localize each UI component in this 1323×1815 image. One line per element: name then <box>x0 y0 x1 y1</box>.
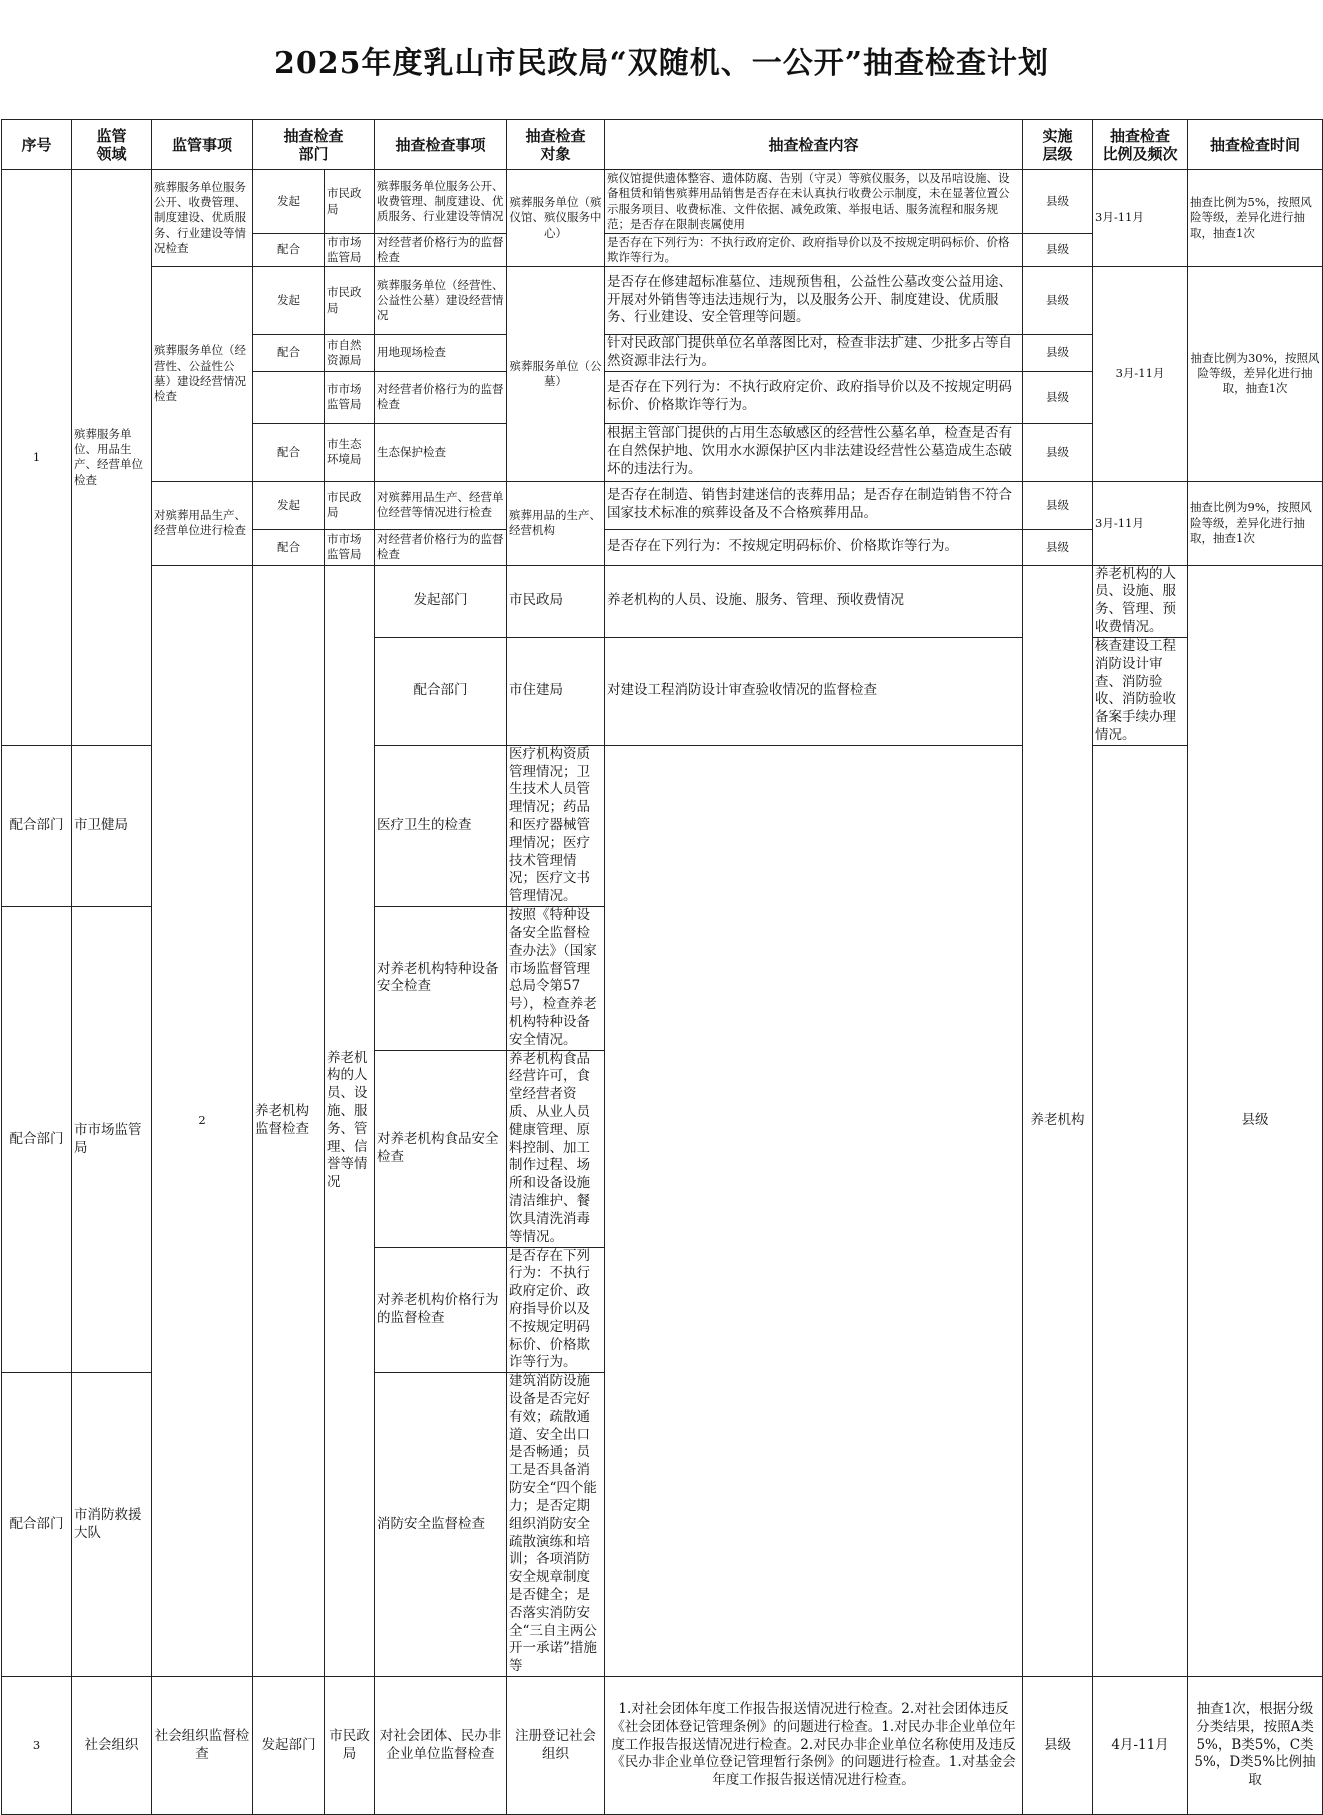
table-row <box>2 1677 1323 1815</box>
role-cell: 配合 <box>253 423 325 481</box>
role-cell: 发起 <box>253 170 325 234</box>
level-cell: 县级 <box>1023 423 1093 481</box>
dept-cell: 市市场监管局 <box>325 234 375 267</box>
matter-cell: 社会组织监督检查 <box>152 1677 253 1815</box>
time-cell: 抽查1次，根据分级分类结果，按照A类5%，B类5%，C类5%，D类5%比例抽取 <box>1188 1677 1323 1815</box>
content-cell: 是否存在下列行为：不执行政府定价、政府指导价以及不按规定明码标价、价格欺诈等行为。 <box>507 1247 605 1373</box>
item-cell: 对经营者价格行为的监督检查 <box>375 529 507 565</box>
level-cell: 县级 <box>1188 565 1323 1676</box>
role-cell: 配合部门 <box>2 1373 72 1677</box>
content-cell: 是否存在下列行为：不按规定明码标价、价格欺诈等行为。 <box>605 529 1023 565</box>
header-content: 抽查检查内容 <box>605 120 1023 170</box>
target-cell: 养老机构 <box>1023 565 1093 1676</box>
time-cell: 抽查比例为30%，按照风险等级，差异化进行抽取，抽查1次 <box>1188 267 1323 482</box>
item-cell: 对养老机构特种设备安全检查 <box>375 907 507 1051</box>
level-cell: 县级 <box>1023 1677 1093 1815</box>
target-cell: 注册登记社会组织 <box>507 1677 605 1815</box>
dept-cell: 市民政局 <box>507 565 605 637</box>
item-cell: 对殡葬用品生产、经营单位经营等情况进行检查 <box>375 481 507 529</box>
table-row <box>2 565 1323 637</box>
role-cell: 配合 <box>253 335 325 372</box>
role-cell <box>253 371 325 423</box>
dept-cell: 市民政局 <box>325 1677 375 1815</box>
level-cell: 县级 <box>1023 335 1093 372</box>
field-cell: 殡葬服务单位、用品生产、经营单位检查 <box>72 170 152 746</box>
row-number: 1 <box>2 170 72 746</box>
level-cell: 县级 <box>1023 267 1093 335</box>
item-cell: 用地现场检查 <box>375 335 507 372</box>
field-cell: 养老机构监督检查 <box>253 565 325 1676</box>
content-cell: 核查建设工程消防设计审查、消防验收、消防验收备案手续办理情况。 <box>1093 637 1188 745</box>
matter-cell: 养老机构的人员、设施、服务、管理、信誉等情况 <box>325 565 375 1676</box>
content-cell: 养老机构的人员、设施、服务、管理、预收费情况。 <box>1093 565 1188 637</box>
role-cell: 发起部门 <box>375 565 507 637</box>
target-cell: 殡葬用品的生产、经营机构 <box>507 481 605 565</box>
field-cell: 社会组织 <box>72 1677 152 1815</box>
time-cell: 抽查比例为9%，按照风险等级，差异化进行抽取，抽查1次 <box>1188 481 1323 565</box>
content-cell: 1.对社会团体年度工作报告报送情况进行检查。2.对社会团体违反《社会团体登记管理条例》的问题进行检查。1.对民办非企业单位年度工作报告报送情况进行检查。2.对民办非企业单位名称使用及违反《民办非企业单位登记管理暂行条例》的问题进行检查。1.对基金会年度工作报告报送情况进行检查。 <box>605 1677 1023 1815</box>
dept-cell: 市生态环境局 <box>325 423 375 481</box>
content-cell: 根据主管部门提供的占用生态敏感区的经营性公墓名单，检查是否有在自然保护地、饮用水水源保护区内非法建设经营性公墓造成生态破坏的违法行为。 <box>605 423 1023 481</box>
level-cell: 县级 <box>1023 234 1093 267</box>
content-cell: 是否存在下列行为：不执行政府定价、政府指导价以及不按规定明码标价、价格欺诈等行为。 <box>605 371 1023 423</box>
content-cell: 是否存在下列行为：不执行政府定价、政府指导价以及不按规定明码标价、价格欺诈等行为。 <box>605 234 1023 267</box>
role-cell: 配合部门 <box>2 907 72 1373</box>
dept-cell: 市自然资源局 <box>325 335 375 372</box>
row-number: 2 <box>152 565 253 1676</box>
target-cell: 殡葬服务单位（殡仪馆、殡仪服务中心） <box>507 170 605 267</box>
header-dept: 抽查检查 部门 <box>253 120 375 170</box>
ratio-cell: 4月-11月 <box>1093 1677 1188 1815</box>
level-cell: 县级 <box>1023 371 1093 423</box>
role-cell: 发起 <box>253 481 325 529</box>
header-no: 序号 <box>2 120 72 170</box>
dept-cell: 市民政局 <box>325 267 375 335</box>
matter-cell: 对殡葬用品生产、经营单位进行检查 <box>152 481 253 565</box>
header-field: 监管 领域 <box>72 120 152 170</box>
role-cell: 配合 <box>253 529 325 565</box>
content-cell: 医疗机构资质管理情况；卫生技术人员管理情况；药品和医疗器械管理情况；医疗技术管理情况；医疗文书管理情况。 <box>507 745 605 906</box>
table-row <box>2 170 1323 234</box>
table-row <box>2 481 1323 529</box>
ratio-cell: 3月-11月 <box>1093 170 1188 267</box>
item-cell: 殡葬服务单位服务公开、收费管理、制度建设、优质服务、行业建设等情况 <box>375 170 507 234</box>
dept-cell: 市民政局 <box>325 170 375 234</box>
time-cell: 抽查比例为5%，按照风险等级，差异化进行抽取，抽查1次 <box>1188 170 1323 267</box>
content-cell: 建筑消防设施设备是否完好有效；疏散通道、安全出口是否畅通；员工是否具备消防安全“四个能力；是否定期组织消防安全疏散演练和培训；各项消防安全规章制度是否健全；是否落实消防安全“三自主两公开一承诺”措施等 <box>507 1373 605 1677</box>
level-cell: 县级 <box>1023 481 1093 529</box>
dept-cell: 市住建局 <box>507 637 605 745</box>
role-cell: 配合 <box>253 234 325 267</box>
header-target: 抽查检查 对象 <box>507 120 605 170</box>
item-cell: 对养老机构食品安全检查 <box>375 1050 507 1247</box>
role-cell: 发起部门 <box>253 1677 325 1815</box>
header-time: 抽查检查时间 <box>1188 120 1323 170</box>
dept-cell: 市市场监管局 <box>72 907 152 1373</box>
content-cell: 养老机构食品经营许可，食堂经营者资质、从业人员健康管理、原料控制、加工制作过程、场所和设备设施清洁维护、餐饮具清洗消毒等情况。 <box>507 1050 605 1247</box>
content-cell: 殡仪馆提供遗体整容、遗体防腐、告别（守灵）等殡仪服务，以及吊唁设施、设备租赁和销售殡葬用品销售是否存在未认真执行收费公示制度，未在显著位置公示服务项目、收费标准、文件依据、减免政策、举报电话、服务流程和服务规范；是否存在限制丧属使用 <box>605 170 1023 234</box>
dept-cell: 市市场监管局 <box>325 529 375 565</box>
content-cell: 是否存在制造、销售封建迷信的丧葬用品；是否存在制造销售不符合国家技术标准的殡葬设备及不合格殡葬用品。 <box>605 481 1023 529</box>
role-cell: 发起 <box>253 267 325 335</box>
ratio-cell: 3月-11月 <box>1093 267 1188 482</box>
item-cell: 对养老机构价格行为的监督检查 <box>375 1247 507 1373</box>
header-level: 实施 层级 <box>1023 120 1093 170</box>
item-cell: 殡葬服务单位（经营性、公益性公墓）建设经营情况 <box>375 267 507 335</box>
content-cell: 是否存在修建超标准墓位、违规预售租，公益性公墓改变公益用途、开展对外销售等违法违规行为，以及服务公开、制度建设、优质服务、行业建设、安全管理等问题。 <box>605 267 1023 335</box>
role-cell: 配合部门 <box>2 745 72 906</box>
item-cell: 对建设工程消防设计审查验收情况的监督检查 <box>605 637 1023 745</box>
item-cell: 对社会团体、民办非企业单位监督检查 <box>375 1677 507 1815</box>
matter-cell: 殡葬服务单位（经营性、公益性公墓）建设经营情况检查 <box>152 267 253 482</box>
inspection-plan-table <box>1 119 1323 1815</box>
table-row <box>2 267 1323 335</box>
level-cell: 县级 <box>1023 529 1093 565</box>
target-cell: 殡葬服务单位（公墓） <box>507 267 605 482</box>
item-cell: 消防安全监督检查 <box>375 1373 507 1677</box>
dept-cell: 市民政局 <box>325 481 375 529</box>
item-cell: 对经营者价格行为的监督检查 <box>375 234 507 267</box>
header-item: 抽查检查事项 <box>375 120 507 170</box>
role-cell: 配合部门 <box>375 637 507 745</box>
level-cell: 县级 <box>1023 170 1093 234</box>
ratio-cell: 3月-11月 <box>1093 481 1188 565</box>
content-cell: 按照《特种设备安全监督检查办法》（国家市场监督管理总局令第57号），检查养老机构特种设备安全情况。 <box>507 907 605 1051</box>
header-matter: 监管事项 <box>152 120 253 170</box>
dept-cell: 市卫健局 <box>72 745 152 906</box>
header-row <box>2 120 1323 170</box>
row-number: 3 <box>2 1677 72 1815</box>
item-cell: 医疗卫生的检查 <box>375 745 507 906</box>
content-cell: 针对民政部门提供单位名单落图比对，检查非法扩建、少批多占等自然资源非法行为。 <box>605 335 1023 372</box>
item-cell: 对经营者价格行为的监督检查 <box>375 371 507 423</box>
item-cell: 养老机构的人员、设施、服务、管理、预收费情况 <box>605 565 1023 637</box>
dept-cell: 市消防救援大队 <box>72 1373 152 1677</box>
item-cell: 生态保护检查 <box>375 423 507 481</box>
dept-cell: 市市场监管局 <box>325 371 375 423</box>
page-title: 2025年度乳山市民政局“双随机、一公开”抽查检查计划 <box>273 46 1049 81</box>
matter-cell: 殡葬服务单位服务公开、收费管理、制度建设、优质服务、行业建设等情况检查 <box>152 170 253 267</box>
header-ratio: 抽查检查 比例及频次 <box>1093 120 1188 170</box>
